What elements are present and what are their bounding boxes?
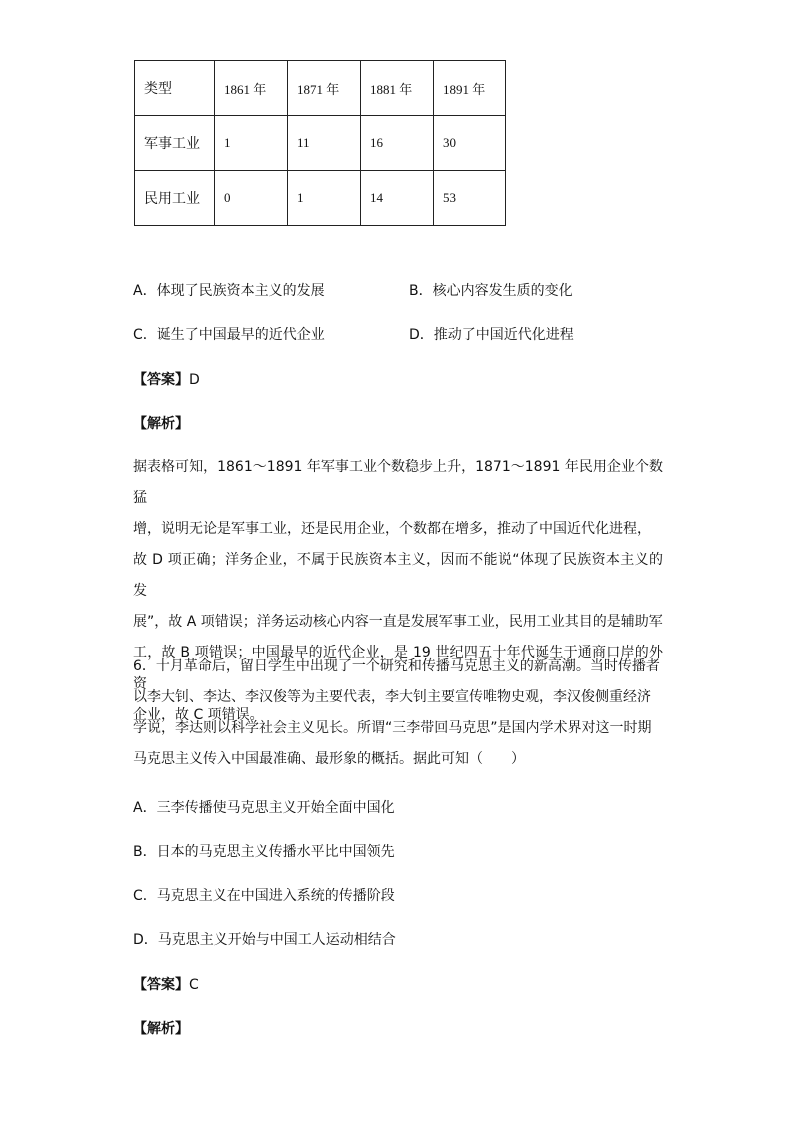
stem-line: 马克思主义传入中国最准确、最形象的概括。据此可知（ ） bbox=[133, 751, 525, 767]
analysis-line: 增，说明无论是军事工业，还是民用企业，个数都在增多，推动了中国近代化进程， bbox=[133, 521, 651, 537]
q6-analysis-heading bbox=[133, 1018, 189, 1038]
q6-option-c: C．马克思主义在中国进入系统的传播阶段 bbox=[133, 888, 395, 904]
q5-option-b: B．核心内容发生质的变化 bbox=[409, 283, 573, 299]
table-cell: 1 bbox=[288, 171, 361, 226]
analysis-line: 展”，故 A 项错误；洋务运动核心内容一直是发展军事工业，民用工业其目的是辅助军 bbox=[133, 614, 663, 630]
table-cell: 11 bbox=[288, 116, 361, 171]
analysis-label: 【解析】 bbox=[133, 1021, 189, 1037]
stem-line: 以李大钊、李达、李汉俊等为主要代表，李大钊主要宣传唯物史观，李汉俊侧重经济 bbox=[133, 689, 651, 705]
table-cell: 军事工业 bbox=[135, 116, 215, 171]
q6-option-d: D．马克思主义开始与中国工人运动相结合 bbox=[133, 932, 396, 948]
table-cell: 1881 年 bbox=[361, 61, 434, 116]
stem-line: 学说，李达则以科学社会主义见长。所谓“三李带回马克思”是国内学术界对这一时期 bbox=[133, 720, 652, 736]
q6-stem bbox=[133, 651, 663, 775]
table-row bbox=[135, 171, 506, 226]
table-cell: 1871 年 bbox=[288, 61, 361, 116]
analysis-line: 工，故 B 项错误；中国最早的近代企业，是 19 世纪四五十年代诞生于通商口岸的外资 bbox=[133, 645, 663, 692]
q6-answer bbox=[133, 974, 199, 994]
q5-option-d: D．推动了中国近代化进程 bbox=[409, 327, 574, 343]
table-cell: 1 bbox=[215, 116, 288, 171]
table-cell: 1891 年 bbox=[434, 61, 506, 116]
q6-option-a: A．三李传播使马克思主义开始全面中国化 bbox=[133, 800, 395, 816]
table-cell: 16 bbox=[361, 116, 434, 171]
q6-option-b: B．日本的马克思主义传播水平比中国领先 bbox=[133, 844, 395, 860]
table-header-row bbox=[135, 61, 506, 116]
analysis-line: 故 D 项正确；洋务企业，不属于民族资本主义，因而不能说“体现了民族资本主义的发 bbox=[133, 552, 663, 599]
answer-label: 【答案】 bbox=[133, 372, 189, 388]
answer-value: C bbox=[189, 977, 199, 993]
answer-value: D bbox=[189, 372, 200, 388]
table-cell: 类型 bbox=[135, 61, 215, 116]
answer-label: 【答案】 bbox=[133, 977, 189, 993]
q5-option-c: C．诞生了中国最早的近代企业 bbox=[133, 327, 325, 343]
q5-analysis-heading bbox=[133, 413, 189, 433]
table-cell: 30 bbox=[434, 116, 506, 171]
q5-option-a: A．体现了民族资本主义的发展 bbox=[133, 283, 325, 299]
q5-answer bbox=[133, 369, 200, 389]
table-cell: 0 bbox=[215, 171, 288, 226]
analysis-line: 据表格可知，1861～1891 年军事工业个数稳步上升，1871～1891 年民用企业个数猛 bbox=[133, 459, 663, 506]
table-cell: 民用工业 bbox=[135, 171, 215, 226]
table-cell: 14 bbox=[361, 171, 434, 226]
table-cell: 1861 年 bbox=[215, 61, 288, 116]
table-row bbox=[135, 116, 506, 171]
stem-line: 6．十月革命后，留日学生中出现了一个研究和传播马克思主义的新高潮。当时传播者 bbox=[133, 658, 660, 674]
table-cell: 53 bbox=[434, 171, 506, 226]
industry-count-table bbox=[134, 60, 506, 226]
analysis-label: 【解析】 bbox=[133, 416, 189, 432]
analysis-line: 企业，故 C 项错误。 bbox=[133, 707, 264, 723]
